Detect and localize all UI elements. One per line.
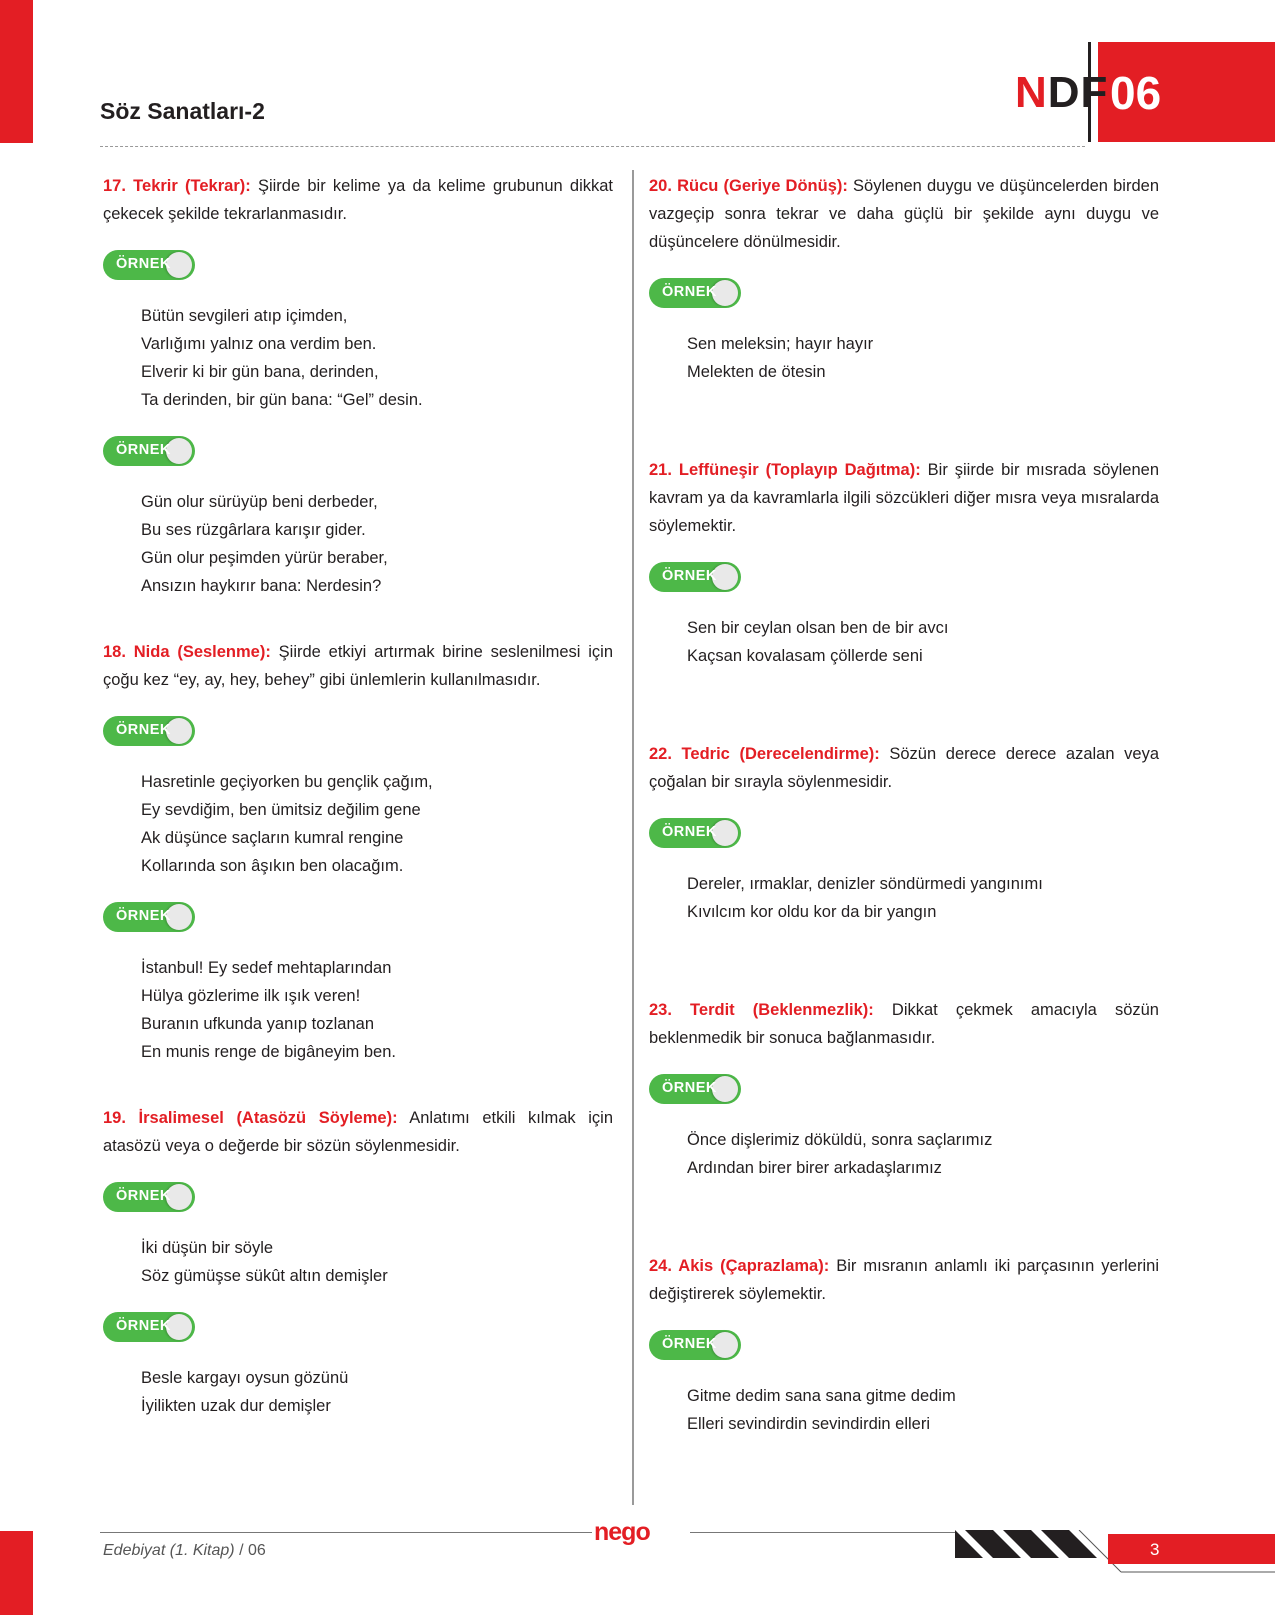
verse-line: Kaçsan kovalasam çöllerde seni [687,647,923,665]
ndf-n: N [1015,68,1048,117]
example-badge [103,436,199,466]
verse-line: Hasretinle geçiyorken bu gençlik çağım, [141,773,433,791]
example-label: ÖRNEK [662,1336,717,1352]
footer-rule-left [100,1532,592,1533]
term-definition [649,740,1159,796]
verse-block [687,870,1159,926]
footer-book-ref [103,1542,266,1560]
example-label: ÖRNEK [116,256,171,272]
verse-block [687,614,1159,670]
term-title: 18. Nida (Seslenme): [103,643,271,661]
example-badge [103,250,199,280]
verse-line: Ey sevdiğim, ben ümitsiz değilim gene [141,801,421,819]
term-definition [103,638,613,694]
example-badge [649,1074,745,1104]
term-text: Söylenen duygu ve düşüncelerden birden vazgeçip sonra tekrar ve daha güçlü bir şekilde aynı duygu ve düşüncelere dönülmesidir. [649,177,1159,251]
term-definition [649,456,1159,540]
example-label: ÖRNEK [662,824,717,840]
footer-code: 06 [247,1542,266,1559]
ndf-label [1015,68,1108,118]
example-label: ÖRNEK [116,1318,171,1334]
verse-line: Gitme dedim sana sana gitme dedim [687,1387,956,1405]
term-section [103,1104,613,1420]
term-definition [103,172,613,228]
ndf-number: 06 [1110,67,1162,119]
verse-line: Kollarında son âşıkın ben olacağım. [141,857,404,875]
term-text: Sözün derece derece azalan veya çoğalan bir sırayla söylenmesidir. [649,745,1159,791]
verse-line: Sen meleksin; hayır hayır [687,335,874,353]
footer-book: Edebiyat (1. Kitap) [103,1542,235,1559]
term-text: Dikkat çekmek amacıyla sözün beklenmedik bir sonuca bağlanmasıdır. [649,1001,1159,1047]
verse-line: Dereler, ırmaklar, denizler söndürmedi yangınımı [687,875,1043,893]
verse-block [141,768,613,880]
term-title: 17. Tekrir (Tekrar): [103,177,251,195]
verse-block [141,1364,613,1420]
verse-block [141,302,613,414]
example-badge [103,902,199,932]
red-corner-bottom [0,1531,33,1615]
red-corner-top [0,0,33,143]
example-label: ÖRNEK [662,568,717,584]
page-number-box [1108,1534,1275,1564]
example-badge [649,278,745,308]
example-label: ÖRNEK [662,284,717,300]
verse-line: Bütün sevgileri atıp içimden, [141,307,348,325]
footer-rule-right [690,1532,955,1533]
verse-line: Elverir ki bir gün bana, derinden, [141,363,379,381]
verse-block [687,1126,1159,1182]
example-label: ÖRNEK [116,722,171,738]
verse-line: En munis renge de bigâneyim ben. [141,1043,396,1061]
verse-line: Gün olur peşimden yürür beraber, [141,549,388,567]
term-title: 22. Tedric (Derecelendirme): [649,745,880,763]
term-text: Şiirde bir kelime ya da kelime grubunun dikkat çekecek şekilde tekrarlanmasıdır. [103,177,614,223]
column-divider [632,170,634,1505]
term-text: Bir şiirde bir mısrada söylenen kavram ya da kavramlarla ilgili sözcükleri diğer mısra veya mısralarda söylemektir. [649,461,1159,535]
left-column [103,172,613,1420]
term-title: 19. İrsalimesel (Atasözü Söyleme): [103,1109,398,1127]
verse-line: Kıvılcım kor oldu kor da bir yangın [687,903,937,921]
term-section [649,456,1159,670]
example-badge [649,1330,745,1360]
verse-line: Melekten de ötesin [687,363,826,381]
term-section [103,172,613,600]
verse-line: Söz gümüşse sükût altın demişler [141,1267,388,1285]
verse-line: İki düşün bir söyle [141,1239,274,1257]
example-badge [649,562,745,592]
term-definition [103,1104,613,1160]
verse-line: Hülya gözlerime ilk ışık veren! [141,987,361,1005]
verse-line: İstanbul! Ey sedef mehtaplarından [141,959,392,977]
verse-line: Sen bir ceylan olsan ben de bir avcı [687,619,949,637]
right-column [649,172,1159,1438]
verse-line: Ardından birer birer arkadaşlarımız [687,1159,942,1177]
term-title: 24. Akis (Çaprazlama): [649,1257,830,1275]
term-section [649,996,1159,1182]
term-title: 21. Leffüneşir (Toplayıp Dağıtma): [649,461,921,479]
verse-line: Gün olur sürüyüp beni derbeder, [141,493,378,511]
term-section [649,172,1159,386]
verse-block [141,954,613,1066]
page-title: Söz Sanatları-2 [100,98,265,124]
term-text: Anlatımı etkili kılmak için atasözü veya o değerde bir sözün söylenmesidir. [103,1109,613,1155]
page-number: 3 [1150,1540,1160,1559]
term-section [649,1252,1159,1438]
verse-line: İyilikten uzak dur demişler [141,1397,331,1415]
verse-line: Ansızın haykırır bana: Nerdesin? [141,577,382,595]
term-definition [649,172,1159,256]
example-label: ÖRNEK [116,442,171,458]
term-definition [649,996,1159,1052]
term-title: 23. Terdit (Beklenmezlik): [649,1001,874,1019]
verse-line: Önce dişlerimiz döküldü, sonra saçlarımız [687,1131,993,1149]
term-section [103,638,613,1066]
verse-line: Elleri sevindirdin sevindirdin elleri [687,1415,931,1433]
verse-block [687,1382,1159,1438]
example-badge [103,1182,199,1212]
verse-line: Ta derinden, bir gün bana: “Gel” desin. [141,391,423,409]
term-definition [649,1252,1159,1308]
example-badge [649,818,745,848]
example-label: ÖRNEK [116,1188,171,1204]
verse-block [141,1234,613,1290]
footer-separator: / [234,1542,248,1559]
verse-line: Buranın ufkunda yanıp tozlanan [141,1015,375,1033]
term-section [649,740,1159,926]
header-divider [100,146,1085,147]
nego-logo: nego [594,1518,650,1546]
verse-line: Ak düşünce saçların kumral rengine [141,829,404,847]
example-badge [103,1312,199,1342]
verse-block [687,330,1159,386]
verse-line: Varlığımı yalnız ona verdim ben. [141,335,377,353]
example-label: ÖRNEK [662,1080,717,1096]
ndf-df: DF [1047,68,1109,117]
term-text: Bir mısranın anlamlı iki parçasının yerlerini değiştirerek söylemektir. [649,1257,1159,1303]
term-title: 20. Rücu (Geriye Dönüş): [649,177,848,195]
verse-line: Besle kargayı oysun gözünü [141,1369,349,1387]
example-badge [103,716,199,746]
verse-block [141,488,613,600]
example-label: ÖRNEK [116,908,171,924]
term-text: Şiirde etkiyi artırmak birine seslenilmesi için çoğu kez “ey, ay, hey, behey” gibi ünlemlerin kullanılmasıdır. [103,643,614,689]
verse-line: Bu ses rüzgârlara karışır gider. [141,521,366,539]
